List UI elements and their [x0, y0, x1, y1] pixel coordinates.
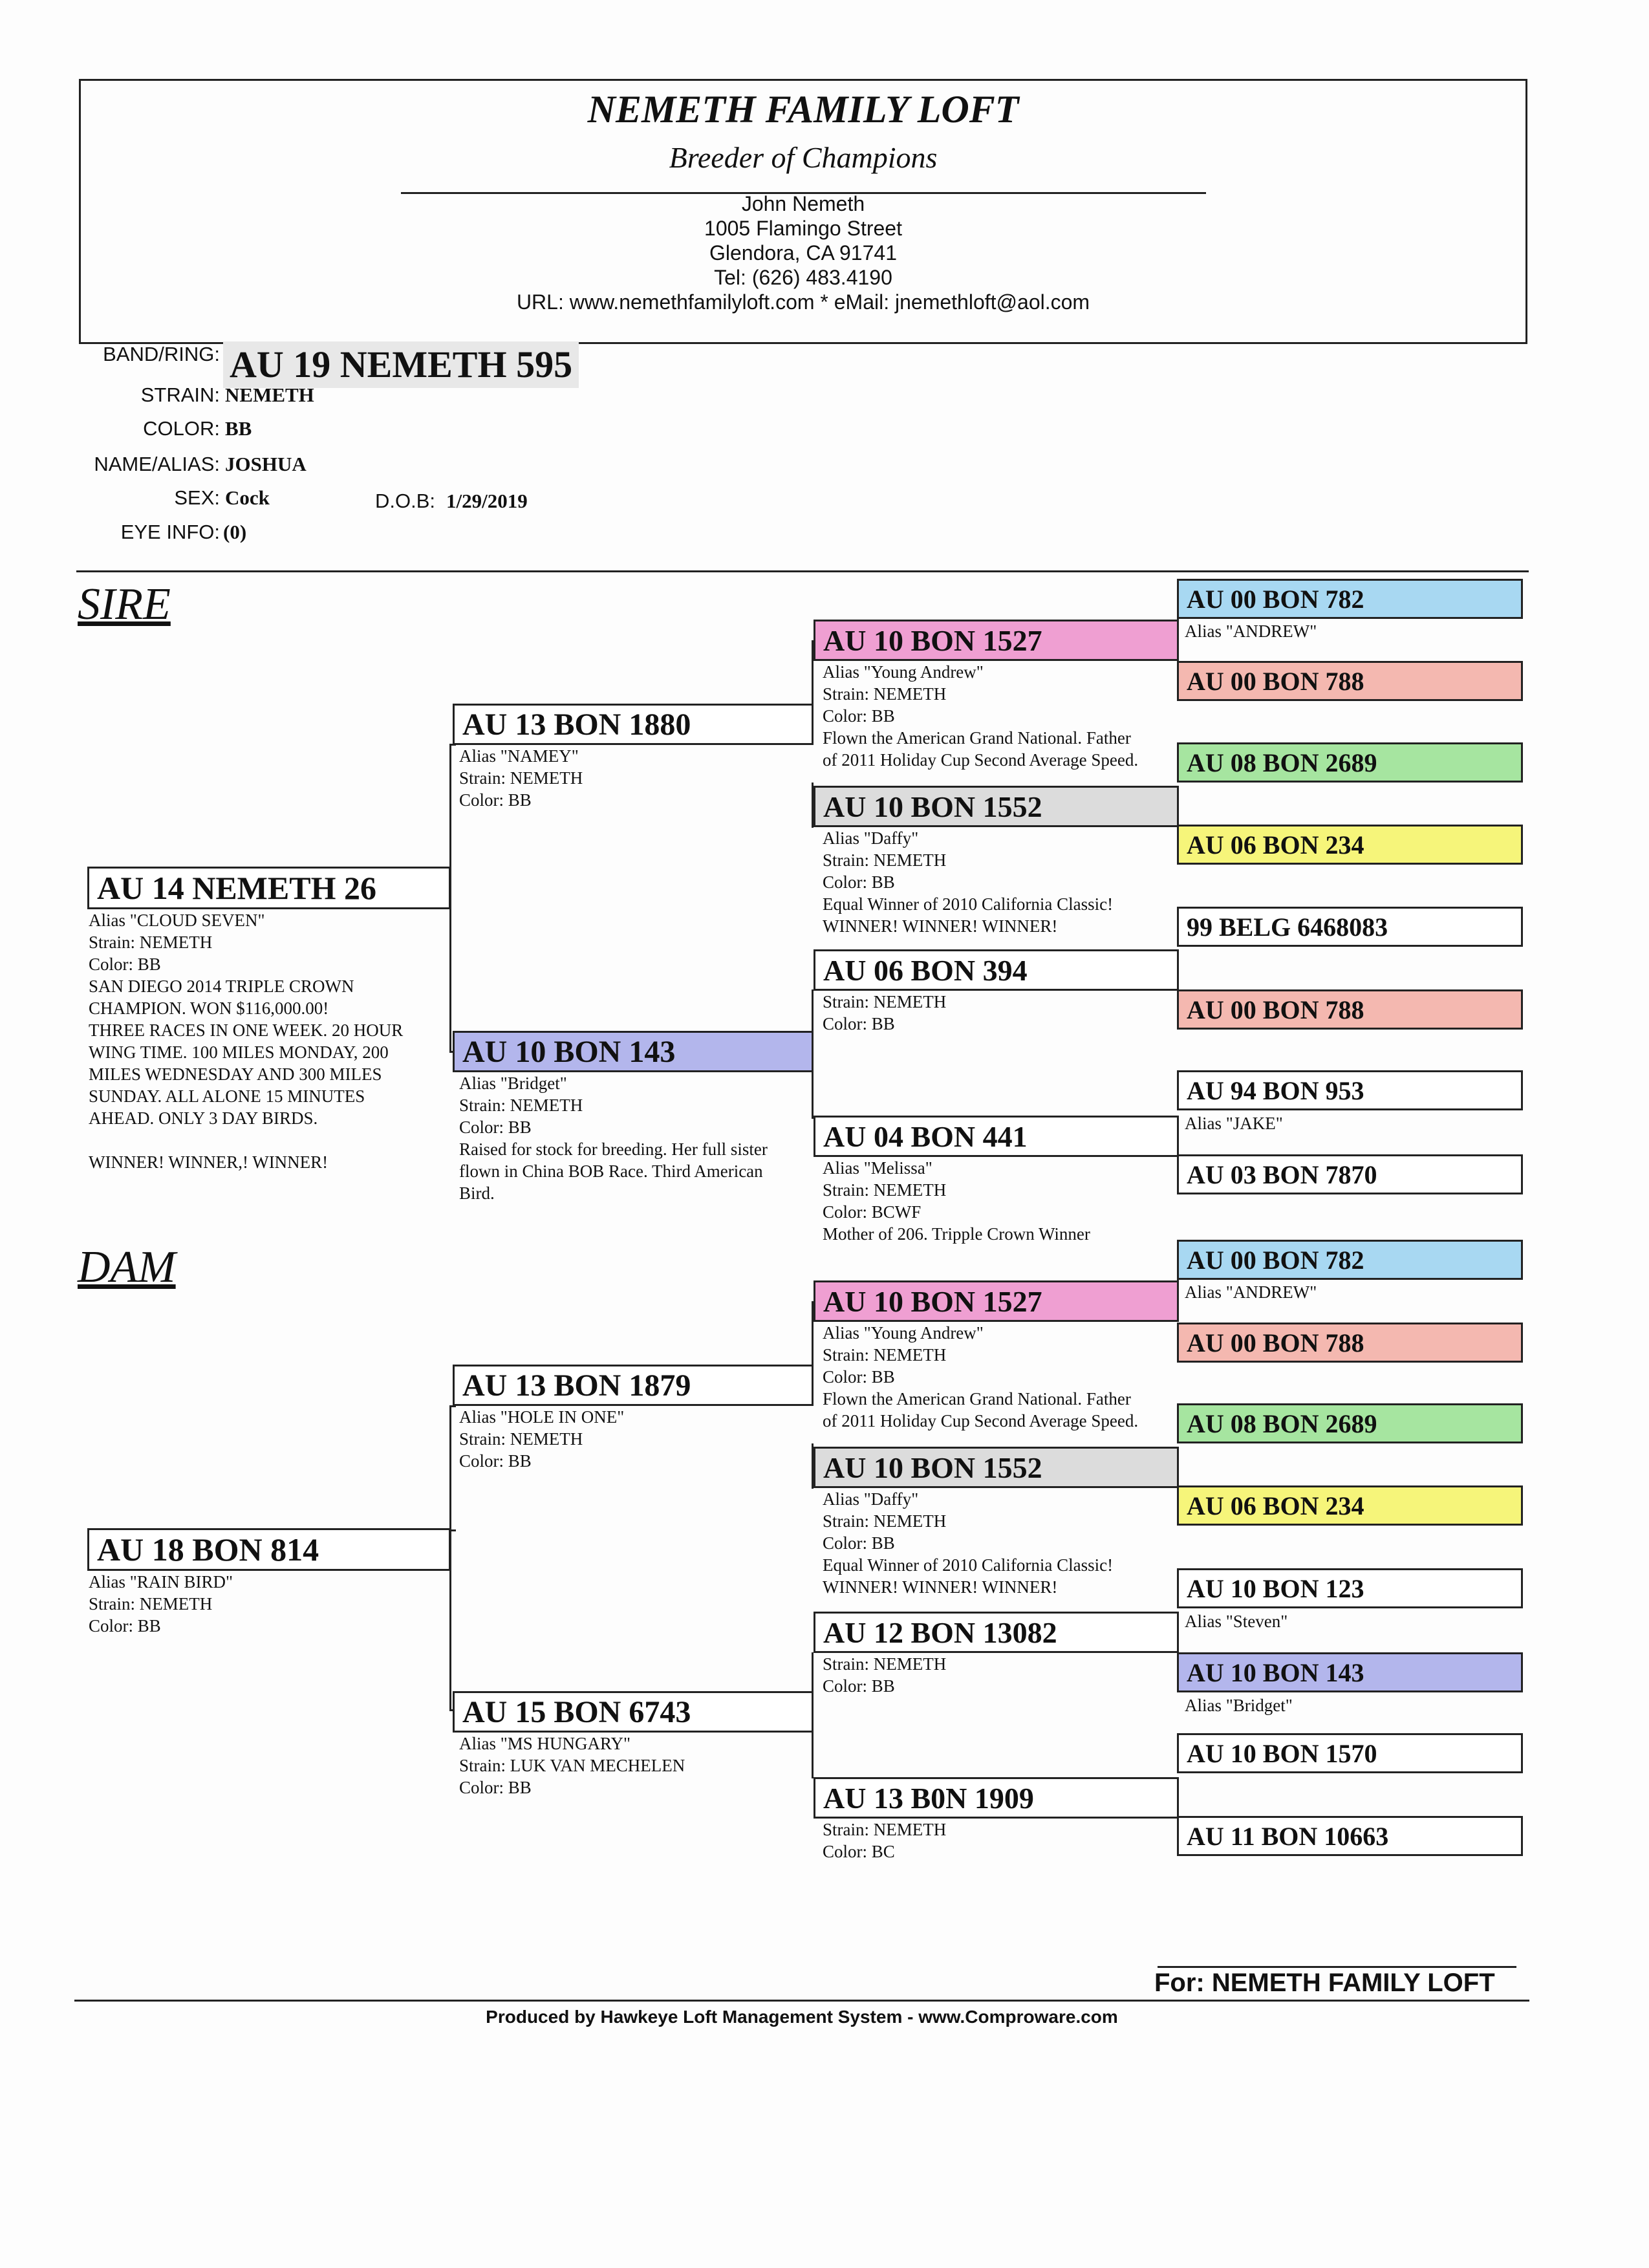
detail-line: Strain: NEMETH [823, 684, 947, 704]
sire-detail-line: MILES WEDNESDAY AND 300 MILES [89, 1064, 382, 1084]
footer-produced-by: Produced by Hawkeye Loft Management System - www.Comproware.com [486, 2007, 1118, 2027]
sds-details [823, 991, 946, 1035]
gen4-band: 99 BELG 6468083 [1177, 907, 1523, 947]
gen4-band: AU 10 BON 143 [1177, 1652, 1523, 1692]
detail-line: Alias "MS HUNGARY" [459, 1734, 631, 1753]
sire-detail-line: SUNDAY. ALL ALONE 15 MINUTES [89, 1086, 365, 1106]
gen4-band: AU 00 BON 788 [1177, 661, 1523, 701]
dam-dam-details [459, 1733, 685, 1798]
dsd-band: AU 10 BON 1552 [814, 1447, 1179, 1488]
owner-tel: Tel: (626) 483.4190 [714, 266, 892, 289]
detail-line: of 2011 Holiday Cup Second Average Speed. [823, 750, 1139, 770]
sire-detail-line [89, 1129, 403, 1151]
gen4-band: AU 08 BON 2689 [1177, 742, 1523, 783]
detail-line: Alias "NAMEY" [459, 746, 579, 766]
gen4-band: AU 00 BON 782 [1177, 1240, 1523, 1280]
detail-line: Flown the American Grand National. Father [823, 1389, 1131, 1409]
detail-line: Color: BB [823, 872, 895, 892]
detail-line: Strain: NEMETH [823, 992, 947, 1011]
detail-line: Raised for stock for breeding. Her full sister [459, 1139, 768, 1159]
sire-sire-details [459, 745, 583, 811]
sds-band: AU 06 BON 394 [814, 949, 1179, 991]
detail-line: Strain: NEMETH [823, 1345, 947, 1365]
sdd-band: AU 04 BON 441 [814, 1116, 1179, 1157]
gen4-note: Alias "ANDREW" [1185, 621, 1317, 641]
sire-detail-line: Color: BB [89, 955, 161, 974]
owner-city: Glendora, CA 91741 [709, 241, 897, 265]
detail-line: Color: BB [459, 1451, 532, 1471]
color-value: BB [225, 417, 252, 440]
detail-line: Alias "HOLE IN ONE" [459, 1407, 625, 1427]
detail-line: WINNER! WINNER! WINNER! [823, 1577, 1058, 1597]
ddd-details [823, 1819, 946, 1863]
detail-line: Color: BC [823, 1842, 895, 1861]
detail-line: Strain: NEMETH [823, 1654, 947, 1674]
dam-sire-band: AU 13 BON 1879 [453, 1365, 814, 1406]
gen4-note: Alias "Steven" [1185, 1612, 1288, 1631]
gen4-note: Alias "Bridget" [1185, 1696, 1293, 1715]
detail-line: Strain: NEMETH [823, 850, 947, 870]
dam-detail-line: Strain: NEMETH [89, 1594, 213, 1614]
ssd-band: AU 10 BON 1552 [814, 786, 1179, 827]
loft-header [79, 79, 1527, 344]
sire-dam-band: AU 10 BON 143 [453, 1031, 814, 1072]
gen4-band: AU 00 BON 782 [1177, 579, 1523, 619]
sire-detail-line: WINNER! WINNER,! WINNER! [89, 1152, 329, 1172]
dss-band: AU 10 BON 1527 [814, 1280, 1179, 1322]
dam-detail-line: Color: BB [89, 1616, 161, 1636]
dam-details [89, 1571, 233, 1637]
detail-line: Color: BB [823, 1533, 895, 1553]
detail-line: Alias "Daffy" [823, 1489, 919, 1509]
detail-line: Alias "Melissa" [823, 1158, 932, 1178]
sex-label: SEX: [174, 486, 220, 509]
dds-details [823, 1653, 946, 1697]
detail-line: Color: BB [823, 706, 895, 726]
owner-street: 1005 Flamingo Street [704, 217, 902, 240]
gen4-band: AU 11 BON 10663 [1177, 1816, 1523, 1856]
gen4-band: AU 06 BON 234 [1177, 1485, 1523, 1526]
dam-dam-band: AU 15 BON 6743 [453, 1691, 814, 1733]
detail-line: Alias "Bridget" [459, 1074, 567, 1093]
detail-line: Equal Winner of 2010 California Classic! [823, 1555, 1114, 1575]
sire-detail-line: WING TIME. 100 MILES MONDAY, 200 [89, 1042, 389, 1062]
detail-line: Strain: NEMETH [823, 1820, 947, 1839]
footer-divider [74, 2000, 1529, 2002]
eye-value: (0) [223, 521, 247, 543]
detail-line: Color: BB [823, 1676, 895, 1696]
loft-title: NEMETH FAMILY LOFT [587, 88, 1019, 131]
detail-line: Strain: NEMETH [459, 1096, 583, 1115]
detail-line: flown in China BOB Race. Third American [459, 1161, 763, 1181]
detail-line: Bird. [459, 1183, 495, 1203]
band-value: AU 19 NEMETH 595 [223, 341, 579, 388]
eye-label: EYE INFO: [120, 521, 220, 543]
name-label: NAME/ALIAS: [94, 453, 220, 475]
gen4-band: AU 00 BON 788 [1177, 1323, 1523, 1363]
color-label: COLOR: [143, 417, 220, 440]
sdd-details [823, 1157, 1090, 1245]
dsd-details [823, 1488, 1113, 1598]
detail-line: Strain: NEMETH [459, 1429, 583, 1449]
gen4-band: AU 08 BON 2689 [1177, 1403, 1523, 1443]
detail-line: Alias "Daffy" [823, 828, 919, 848]
band-label: BAND/RING: [103, 343, 220, 365]
loft-subtitle: Breeder of Champions [669, 141, 938, 174]
sire-detail-line: SAN DIEGO 2014 TRIPLE CROWN [89, 977, 354, 996]
gen4-band: AU 03 BON 7870 [1177, 1154, 1523, 1194]
detail-line: Alias "Young Andrew" [823, 662, 984, 682]
owner-contact: URL: www.nemethfamilyloft.com * eMail: jnemethloft@aol.com [516, 290, 1090, 314]
owner-name: John Nemeth [741, 192, 865, 215]
dss-details [823, 1322, 1138, 1432]
detail-line: Strain: LUK VAN MECHELEN [459, 1756, 685, 1775]
gen4-note: Alias "ANDREW" [1185, 1282, 1317, 1302]
sire-detail-line: AHEAD. ONLY 3 DAY BIRDS. [89, 1108, 318, 1128]
detail-line: WINNER! WINNER! WINNER! [823, 916, 1058, 936]
sss-band: AU 10 BON 1527 [814, 620, 1179, 661]
detail-line: Strain: NEMETH [823, 1180, 947, 1200]
sire-sire-band: AU 13 BON 1880 [453, 704, 814, 745]
gen4-band: AU 10 BON 1570 [1177, 1733, 1523, 1773]
detail-line: Strain: NEMETH [823, 1511, 947, 1531]
footer-for: For: NEMETH FAMILY LOFT [1154, 1969, 1495, 1997]
footer-for-rule [1158, 1966, 1516, 1968]
gen4-note: Alias "JAKE" [1185, 1114, 1283, 1133]
detail-line: Color: BB [823, 1367, 895, 1387]
detail-line: Color: BB [459, 790, 532, 810]
detail-line: Mother of 206. Tripple Crown Winner [823, 1224, 1090, 1244]
sire-band: AU 14 NEMETH 26 [87, 867, 451, 909]
sire-details [89, 909, 403, 1173]
gen4-band: AU 06 BON 234 [1177, 825, 1523, 865]
ssd-details [823, 827, 1113, 937]
dob-label: D.O.B: [375, 490, 436, 512]
dam-detail-line: Alias "RAIN BIRD" [89, 1572, 233, 1592]
dds-band: AU 12 BON 13082 [814, 1612, 1179, 1653]
dam-sire-details [459, 1406, 624, 1472]
info-divider [76, 570, 1529, 572]
dam-band: AU 18 BON 814 [87, 1528, 451, 1571]
detail-line: Flown the American Grand National. Father [823, 728, 1131, 748]
detail-line: of 2011 Holiday Cup Second Average Speed. [823, 1411, 1139, 1431]
dob-value: 1/29/2019 [446, 490, 528, 512]
sex-value: Cock [225, 486, 270, 509]
sire-detail-line: Alias "CLOUD SEVEN" [89, 911, 265, 930]
sire-detail-line: Strain: NEMETH [89, 933, 213, 952]
sire-section-label: SIRE [78, 579, 171, 629]
detail-line: Alias "Young Andrew" [823, 1323, 984, 1343]
detail-line: Color: BB [459, 1778, 532, 1797]
detail-line: Strain: NEMETH [459, 768, 583, 788]
sire-detail-line: CHAMPION. WON $116,000.00! [89, 999, 329, 1018]
detail-line: Color: BB [823, 1014, 895, 1033]
detail-line: Color: BB [459, 1118, 532, 1137]
gen4-band: AU 94 BON 953 [1177, 1070, 1523, 1110]
strain-value: NEMETH [225, 383, 314, 406]
gen4-band: AU 10 BON 123 [1177, 1568, 1523, 1608]
strain-label: STRAIN: [140, 383, 220, 406]
sire-detail-line: THREE RACES IN ONE WEEK. 20 HOUR [89, 1021, 404, 1040]
name-value: JOSHUA [225, 453, 307, 475]
sire-dam-details [459, 1072, 768, 1204]
detail-line: Equal Winner of 2010 California Classic! [823, 894, 1114, 914]
detail-line: Color: BCWF [823, 1202, 921, 1222]
ddd-band: AU 13 B0N 1909 [814, 1777, 1179, 1819]
gen4-band: AU 00 BON 788 [1177, 989, 1523, 1030]
sss-details [823, 661, 1138, 771]
dam-section-label: DAM [78, 1242, 176, 1292]
